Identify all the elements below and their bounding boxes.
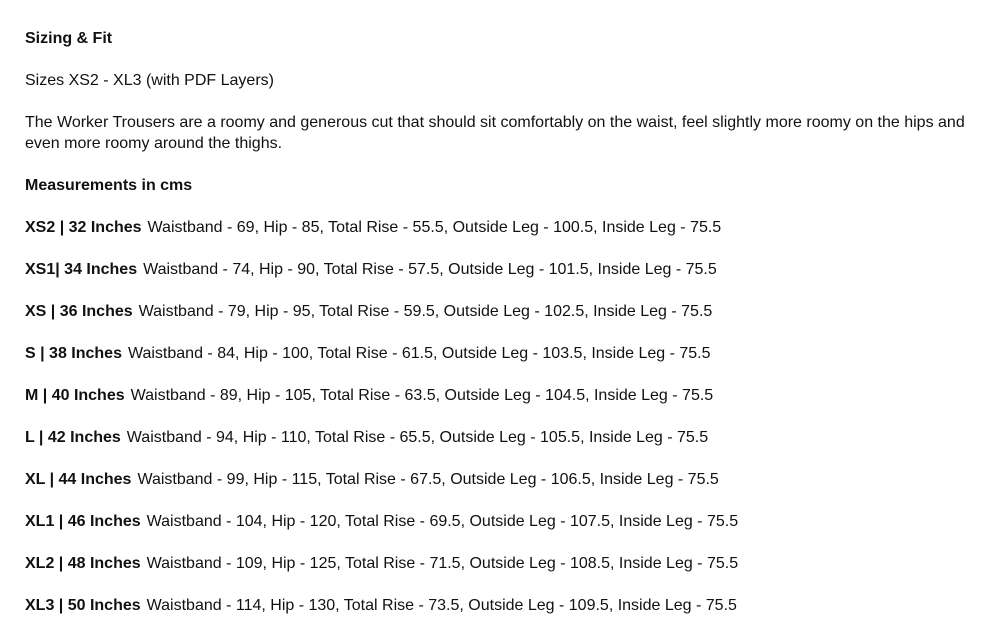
size-label: L | 42 Inches — [25, 429, 121, 446]
size-label: XL2 | 48 Inches — [25, 555, 141, 572]
fit-description: The Worker Trousers are a roomy and generous cut that should sit comfortably on the waist, feel slightly more roomy on the hips and even more roomy around the thighs. — [25, 114, 965, 152]
size-measurements: Waistband - 99, Hip - 115, Total Rise - 67.5, Outside Leg - 106.5, Inside Leg - 75.5 — [137, 471, 719, 488]
size-measurements: Waistband - 89, Hip - 105, Total Rise - 63.5, Outside Leg - 104.5, Inside Leg - 75.5 — [130, 387, 714, 404]
size-row — [25, 259, 717, 280]
size-label: XS1| 34 Inches — [25, 261, 138, 278]
size-row — [25, 343, 711, 364]
size-measurements: Waistband - 69, Hip - 85, Total Rise - 55.5, Outside Leg - 100.5, Inside Leg - 75.5 — [147, 219, 722, 236]
size-label: XL | 44 Inches — [25, 471, 132, 488]
measurements-heading: Measurements in cms — [25, 177, 193, 194]
size-measurements: Waistband - 84, Hip - 100, Total Rise - 61.5, Outside Leg - 103.5, Inside Leg - 75.5 — [127, 345, 711, 362]
size-row — [25, 511, 738, 532]
sizes-range-text: Sizes XS2 - XL3 (with PDF Layers) — [25, 72, 274, 89]
size-label: XL1 | 46 Inches — [25, 513, 141, 530]
size-label: XL3 | 50 Inches — [25, 597, 141, 614]
size-row — [25, 217, 721, 238]
size-measurements: Waistband - 74, Hip - 90, Total Rise - 57.5, Outside Leg - 101.5, Inside Leg - 75.5 — [143, 261, 717, 278]
size-label: XS | 36 Inches — [25, 303, 133, 320]
size-measurements: Waistband - 114, Hip - 130, Total Rise - 73.5, Outside Leg - 109.5, Inside Leg - 75.5 — [146, 597, 737, 614]
size-label: M | 40 Inches — [25, 387, 125, 404]
section-heading: Sizing & Fit — [25, 30, 113, 47]
size-row — [25, 595, 737, 616]
size-measurements: Waistband - 94, Hip - 110, Total Rise - 65.5, Outside Leg - 105.5, Inside Leg - 75.5 — [126, 429, 709, 446]
size-measurements: Waistband - 79, Hip - 95, Total Rise - 59.5, Outside Leg - 102.5, Inside Leg - 75.5 — [138, 303, 713, 320]
size-label: S | 38 Inches — [25, 345, 122, 362]
size-measurements: Waistband - 104, Hip - 120, Total Rise - 69.5, Outside Leg - 107.5, Inside Leg - 75.5 — [146, 513, 739, 530]
size-measurements: Waistband - 109, Hip - 125, Total Rise - 71.5, Outside Leg - 108.5, Inside Leg - 75.5 — [146, 555, 739, 572]
sizing-document — [25, 0, 975, 644]
size-row — [25, 427, 708, 448]
size-row — [25, 385, 713, 406]
size-row — [25, 469, 719, 490]
size-label: XS2 | 32 Inches — [25, 219, 142, 236]
size-row — [25, 301, 712, 322]
size-row — [25, 553, 738, 574]
